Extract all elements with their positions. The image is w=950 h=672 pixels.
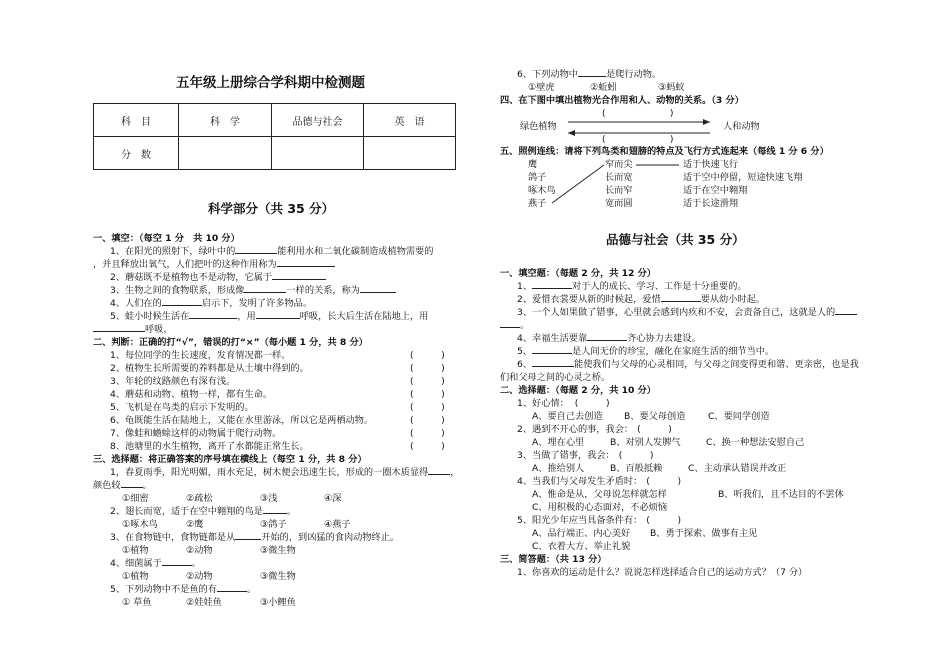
judge-item: 2、植物生长所需要的养料都是从土壤中得到的。 <box>110 363 309 374</box>
flight-mode: 适于空中停留，短途快速飞翔 <box>683 172 803 183</box>
moral-s2-q2 <box>517 424 672 436</box>
option: ③鸽子 <box>260 519 287 530</box>
moral-s2-q5 <box>517 515 681 527</box>
wing-feature: 长而宽 <box>605 172 633 183</box>
sci-s4-left-label: 绿色植物 <box>520 121 557 132</box>
text: 呼吸，长大后生活在陆地上，用 <box>299 311 429 322</box>
text: 5、蛙小时候生活在 <box>110 311 190 322</box>
score-row-label: 分 数 <box>94 137 179 170</box>
judge-item: 6、龟既能生活在陆地上，又能在水里游泳，所以它是两栖动物。 <box>110 415 374 426</box>
option: C、要同学创造 <box>708 411 770 422</box>
judge-item: 1、每位同学的生长速度，发育情况都一样。 <box>110 350 291 361</box>
bird-name: 燕子 <box>528 198 547 209</box>
text: 颜色较 <box>93 480 121 491</box>
bird-name: 鸽子 <box>528 172 547 183</box>
score-header-english: 英 语 <box>364 104 456 137</box>
moral-s1-title: 一、填空题：（每题 2 分，共 12 分） <box>500 268 656 279</box>
bird-name: 啄木鸟 <box>528 185 556 196</box>
example-link-line <box>552 165 604 203</box>
option: ②疏松 <box>186 493 213 504</box>
flight-mode: 适于在空中翱翔 <box>683 185 748 196</box>
sci-s4-paren-bottom[interactable]: ( ) <box>602 134 674 145</box>
answer-paren[interactable]: ( ) <box>410 428 445 439</box>
text: 。 <box>286 506 297 517</box>
option: B、对别人发脾气 <box>610 437 681 448</box>
text: ，并且释放出氧气，人们把叶的这种作用称为 <box>93 259 277 270</box>
wing-feature: 宽而圆 <box>605 198 633 209</box>
moral-s1-q3-line2 <box>500 320 529 332</box>
option: ①植物 <box>122 545 149 556</box>
option: ③蚂蚁 <box>658 82 685 93</box>
text: 要从幼小时起。 <box>700 294 765 305</box>
option: B、百般抵赖 <box>610 463 663 474</box>
sci-s1-title: 一、填空：（每空 1 分 共 10 分） <box>93 233 240 244</box>
text: 2、爱惜衣裳要从新的时候起，爱惜 <box>517 294 661 305</box>
moral-s3-q1: 1、你喜欢的运动是什么？说说怎样选择适合自己的运动方式？（7 分） <box>517 567 808 578</box>
option: ①细密 <box>122 493 149 504</box>
answer-paren[interactable]: ( ) <box>410 363 445 374</box>
option: B、勇于探索、做事有主见 <box>650 528 758 539</box>
sci-s2-title: 二、判断：正确的打“√”，错误的打“×”（每小题 1 分，共 8 分） <box>93 337 368 348</box>
text: ， <box>450 467 460 478</box>
answer-blank <box>587 340 627 341</box>
answer-paren[interactable]: ( ) <box>618 450 654 461</box>
text: 2、遇到不开心的事，我会： <box>517 424 634 435</box>
text: 是爬行动物。 <box>605 69 662 80</box>
option: ②动物 <box>186 571 213 582</box>
text: 。 <box>142 480 152 491</box>
answer-paren[interactable]: ( ) <box>574 398 610 409</box>
answer-paren[interactable]: ( ) <box>410 415 445 426</box>
judge-item: 3、年轮的纹路颜色有深有浅。 <box>110 376 236 387</box>
moral-s2-q3 <box>517 450 653 462</box>
sci-s4-title: 四、在下图中填出植物光合作用和人、动物的关系。（3 分） <box>500 95 744 106</box>
option: ②娃娃鱼 <box>186 597 222 608</box>
option: ①壁虎 <box>528 82 555 93</box>
option: C、主动承认错误并改正 <box>688 463 787 474</box>
text: 5、下列动物中不是鱼的有 <box>110 584 217 595</box>
moral-s1-q4 <box>517 333 701 345</box>
option: A、惟命是从，父母说怎样就怎样 <box>532 489 667 500</box>
text: 2、翅长而宽，适于在空中翱翔的鸟是 <box>110 506 263 517</box>
text: 2、蘑菇既不是植物也不是动物，它属于 <box>110 272 273 283</box>
text: 一样的关系，称为 <box>286 285 360 296</box>
option: A、品行端正、内心美好 <box>532 528 631 539</box>
moral-s2-q5-option-c: C、衣着大方、举止礼貌 <box>532 541 631 552</box>
moral-s2-q2-options <box>532 437 804 449</box>
moral-s1-q3 <box>517 307 857 319</box>
judge-item: 5、飞机是在鸟类的启示下发明的。 <box>110 402 254 413</box>
moral-s1-q6-line2: 们和父母之间的心灵之桥。 <box>500 372 611 383</box>
sci-s5-title: 五、照例连线：请将下列鸟类和翅膀的特点及飞行方式连起来（每线 1 分 6 分） <box>500 146 829 157</box>
option: B、要父母创造 <box>624 411 686 422</box>
moral-s1-q5: 5、 是人间无价的珍宝，融化在家庭生活的细节当中。 <box>517 346 775 357</box>
moral-s2-q4 <box>517 476 681 488</box>
text: 开始的，到凶猛的食肉动物终止。 <box>261 532 400 543</box>
text: 启示下，发明了许多物品。 <box>201 298 313 309</box>
judge-item: 8、池塘里的水生植物，离开了水都能正常生长。 <box>110 441 309 452</box>
text: 对于人的成长、学习、工作是十分重要的。 <box>572 281 747 292</box>
option: ①植物 <box>122 571 149 582</box>
answer-blank <box>532 366 574 367</box>
answer-paren[interactable]: ( ) <box>410 402 445 413</box>
sci-s4-right-label: 人和动物 <box>723 121 760 132</box>
text: 5、阳光少年应当具备条件有： <box>517 515 643 526</box>
answer-paren[interactable]: ( ) <box>410 441 445 452</box>
option: B、听我们，且不达目的不罢休 <box>718 489 844 500</box>
text: 4、幸福生活要靠 <box>517 333 588 344</box>
text: 3、生物之间的食物联系，形成像 <box>110 285 245 296</box>
sci-s4-paren-top[interactable]: ( ) <box>602 108 674 119</box>
answer-blank <box>532 353 572 354</box>
text: 。 <box>191 558 201 569</box>
score-header-science: 科 学 <box>179 104 272 137</box>
text: 3、当做了错事，我会： <box>517 450 615 461</box>
text: 4、细菌属于 <box>110 558 162 569</box>
answer-blank <box>500 327 520 328</box>
option: ④燕子 <box>324 519 351 530</box>
text: 是人间无价的珍宝，融化在家庭生活的细节当中。 <box>572 346 775 357</box>
exam-title: 五年级上册综合学科期中检测题 <box>176 75 365 91</box>
bird-name: 鹰 <box>528 159 538 170</box>
moral-s1-q6: 6、 能使我们与父母的心灵相同，与父母之间变得更和谐、更亲密，也是我 <box>517 359 859 370</box>
answer-paren[interactable]: ( ) <box>646 515 682 526</box>
moral-s2-q1 <box>517 398 610 410</box>
moral-s2-q3-options <box>532 463 786 475</box>
wing-feature: 窄而尖 <box>605 159 633 170</box>
sci-s3-title: 三、选择题：将正确答案的序号填在横线上（每空 1 分，共 8 分） <box>93 454 367 465</box>
option: A、埋在心里 <box>532 437 585 448</box>
option: A、推给别人 <box>532 463 585 474</box>
text: 1、好心情： <box>517 398 569 409</box>
answer-paren[interactable]: ( ) <box>410 389 445 400</box>
answer-paren[interactable]: ( ) <box>410 350 445 361</box>
moral-s3-title: 三、简答题：（共 13 分） <box>500 554 607 565</box>
option: ③微生物 <box>260 571 296 582</box>
moral-s2-q1-options <box>532 411 770 423</box>
answer-paren[interactable]: ( ) <box>410 376 445 387</box>
science-heading: 科学部分（共 35 分） <box>208 201 335 216</box>
answer-paren[interactable]: ( ) <box>646 476 682 487</box>
option: ②鹰 <box>186 519 204 530</box>
answer-blank <box>661 301 701 302</box>
answer-paren[interactable]: ( ) <box>637 424 672 435</box>
answer-blank <box>835 314 857 315</box>
option: ④深 <box>324 493 342 504</box>
text: 4、人们在的 <box>110 298 162 309</box>
text: 。 <box>520 320 530 331</box>
moral-s2-q5-options <box>532 528 757 540</box>
text: 齐心协力去建设。 <box>627 333 701 344</box>
text: 1，春夏雨季，阳光明媚，雨水充足，树木便会迅速生长，形成的一圈木质显得 <box>110 467 429 478</box>
option: A、要自己去创造 <box>532 411 603 422</box>
text: ，用 <box>237 311 256 322</box>
text: 3、一个人如果做了错事，心里就会感到内疚和不安，会责备自己，这就是人的 <box>517 307 836 318</box>
text: 6、下列动物中 <box>517 69 578 80</box>
option: ①啄木鸟 <box>122 519 158 530</box>
flight-mode: 适于快速飞行 <box>683 159 739 170</box>
option: ③浅 <box>260 493 278 504</box>
text: 1、在阳光的照射下，绿叶中的 <box>110 246 236 257</box>
moral-s2-q4-options <box>532 489 844 501</box>
wing-feature: 长而窄 <box>605 185 633 196</box>
option: ②动物 <box>186 545 213 556</box>
moral-s1-q2 <box>517 294 765 306</box>
text: 。 <box>246 584 257 595</box>
score-header-subject: 科 目 <box>94 104 179 137</box>
judge-item: 4、蘑菇和动物、植物一样，都有生命。 <box>110 389 273 400</box>
option: ③微生物 <box>260 545 296 556</box>
moral-s1-q1: 1、 对于人的成长、学习、工作是十分重要的。 <box>517 281 747 292</box>
option: C、换一种想法安慰自己 <box>706 437 805 448</box>
text: 呼吸， <box>145 324 173 335</box>
flight-mode: 适于长途滑翔 <box>683 198 739 209</box>
option: ③小鲤鱼 <box>260 597 296 608</box>
answer-blank <box>532 288 572 289</box>
option: ②蚯蚓 <box>590 82 617 93</box>
option: ① 草鱼 <box>122 597 152 608</box>
moral-s2-title: 二、选择题：（每题 2 分，共 10 分） <box>500 385 656 396</box>
text: 3、在食物链中，食物链都是从 <box>110 532 236 543</box>
judge-item: 7、像蛙和蟾蜍这样的动物属于爬行动物。 <box>110 428 282 439</box>
text: 能利用水和二氧化碳制造成植物需要的 <box>277 246 434 257</box>
text: 4、当我们与父母发生矛盾时： <box>517 476 643 487</box>
moral-s2-q4-option-c: C、用积极的心态面对，不必烦恼 <box>532 502 668 513</box>
score-header-moral: 品德与社会 <box>272 104 364 137</box>
moral-heading: 品德与社会（共 35 分） <box>606 232 745 247</box>
text: 能使我们与父母的心灵相同，与父母之间变得更和谐、更亲密，也是我 <box>574 359 859 370</box>
